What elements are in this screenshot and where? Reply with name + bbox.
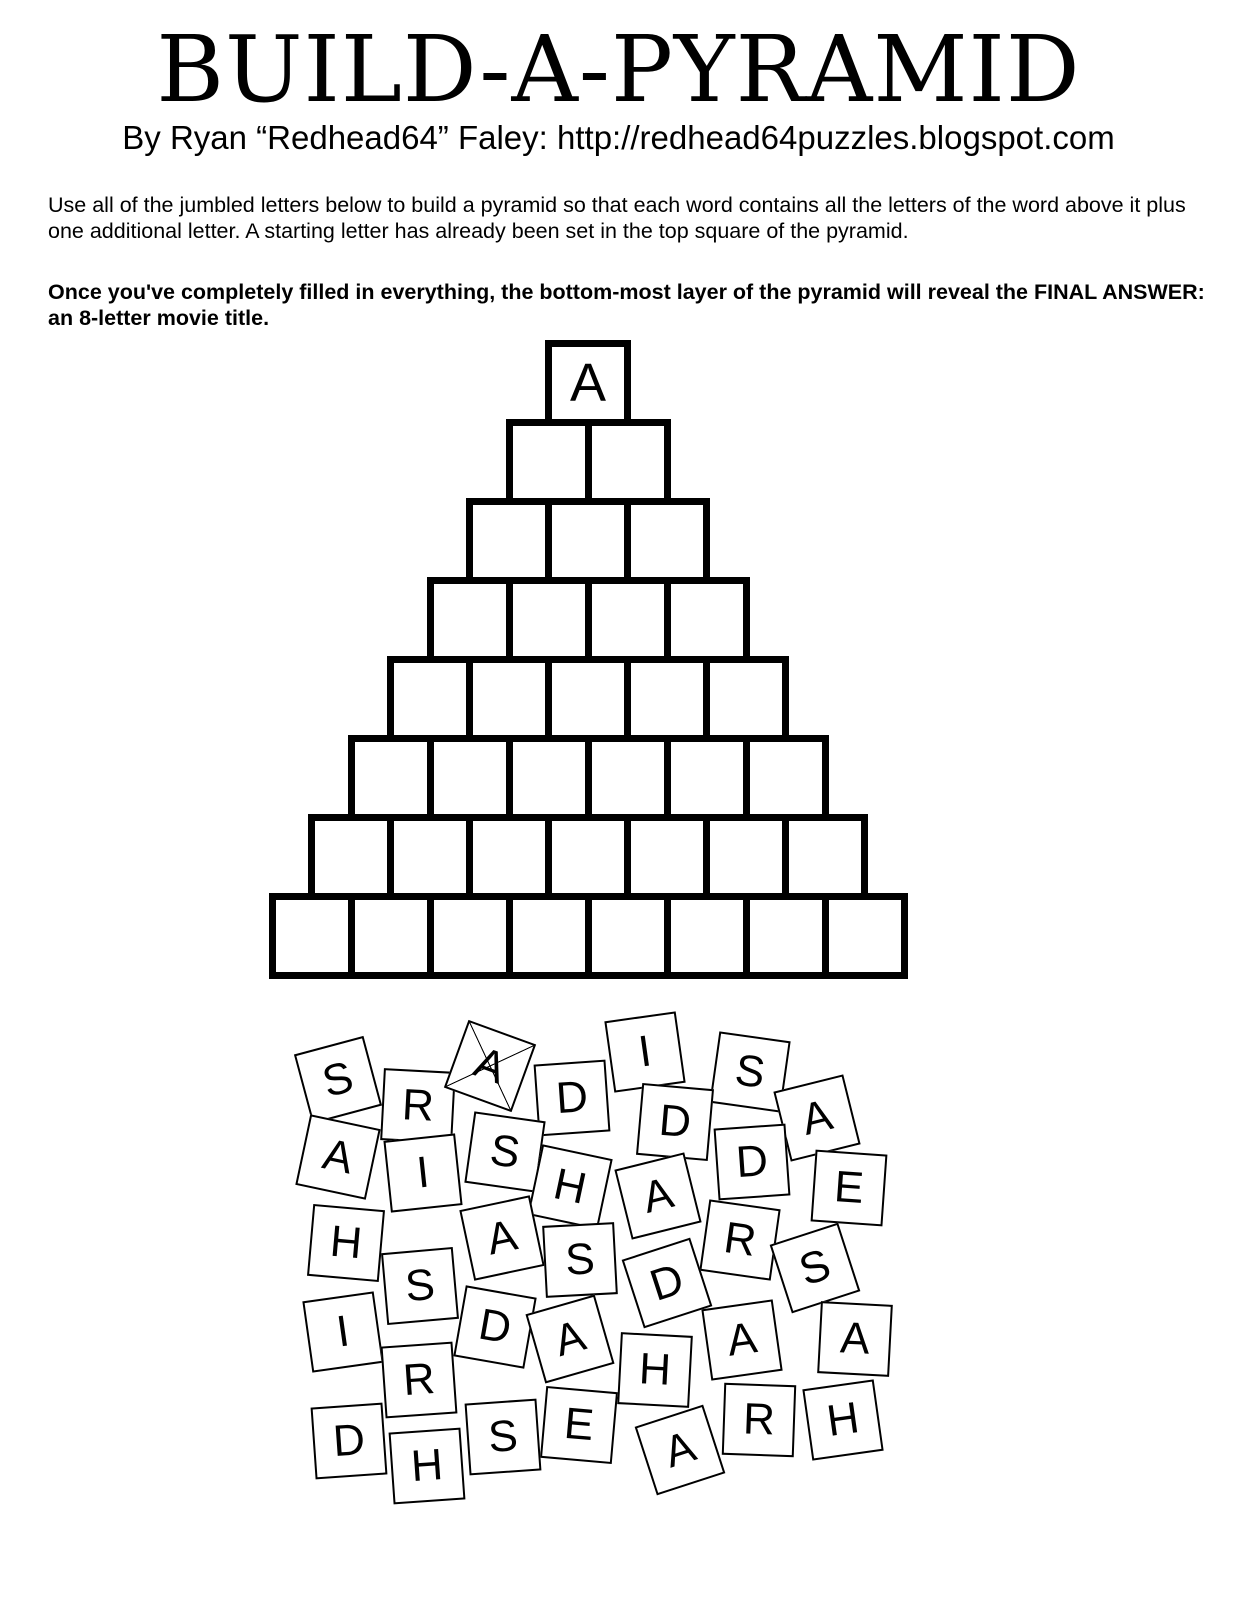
letter-tile[interactable]: A — [444, 1020, 536, 1112]
pyramid-cell[interactable] — [703, 814, 789, 900]
letter-tile[interactable]: D — [636, 1083, 714, 1161]
letter-tile[interactable]: R — [380, 1068, 456, 1144]
pyramid-cell[interactable] — [624, 814, 710, 900]
letter-tile[interactable]: S — [542, 1222, 618, 1298]
pyramid-cell[interactable] — [624, 498, 710, 584]
pyramid-cell[interactable] — [387, 814, 473, 900]
pyramid-cell[interactable] — [624, 656, 710, 742]
pyramid-cell[interactable] — [545, 814, 631, 900]
puzzle-title: BUILD-A-PYRAMID — [156, 16, 1081, 123]
pyramid-cell[interactable] — [348, 735, 434, 821]
letter-tile[interactable]: I — [302, 1291, 383, 1372]
letter-tile[interactable]: H — [527, 1144, 612, 1229]
letter-tile[interactable]: D — [311, 1403, 388, 1480]
letter-tile[interactable]: D — [622, 1238, 713, 1329]
pyramid-cell[interactable] — [387, 656, 473, 742]
letter-tile[interactable]: A — [459, 1195, 544, 1280]
pyramid-cell[interactable] — [822, 893, 908, 979]
letter-tile[interactable]: A — [295, 1114, 380, 1199]
letter-tile[interactable]: I — [604, 1011, 685, 1092]
letter-tile[interactable]: E — [811, 1150, 888, 1227]
author-byline: By Ryan “Redhead64” Faley: http://redhead64puzzles.blogspot.com — [122, 119, 1115, 156]
pyramid-cell[interactable] — [585, 735, 671, 821]
pyramid-cell[interactable] — [506, 577, 592, 663]
final-answer-note: Once you've completely filled in everything, the bottom-most layer of the pyramid will reveal the FINAL ANSWER: an 8-letter movie title. — [48, 280, 1205, 330]
letter-tile[interactable]: A — [614, 1152, 701, 1239]
pyramid-cell[interactable] — [348, 893, 434, 979]
pyramid-cell[interactable] — [269, 893, 355, 979]
letter-tile[interactable]: S — [381, 1247, 459, 1325]
letter-tile[interactable]: S — [464, 1111, 545, 1192]
pyramid-cell[interactable] — [664, 893, 750, 979]
pyramid-cell[interactable] — [466, 656, 552, 742]
letter-tile[interactable]: D — [714, 1124, 791, 1201]
letter-tile[interactable]: S — [465, 1399, 542, 1476]
letter-tile[interactable]: S — [294, 1036, 382, 1124]
pyramid-cell[interactable] — [664, 735, 750, 821]
letter-tile[interactable]: E — [540, 1386, 618, 1464]
letter-tile[interactable]: D — [453, 1285, 536, 1368]
letter-tile[interactable]: H — [307, 1204, 385, 1282]
pyramid-cell[interactable] — [466, 814, 552, 900]
letter-tile[interactable]: H — [389, 1428, 466, 1505]
pyramid-cell[interactable] — [743, 735, 829, 821]
pyramid-cell[interactable] — [545, 498, 631, 584]
letter-tile[interactable]: A — [525, 1294, 614, 1383]
pyramid-cell[interactable] — [506, 893, 592, 979]
letter-tile[interactable]: R — [699, 1199, 780, 1280]
pyramid-cell[interactable] — [664, 577, 750, 663]
letter-tile[interactable]: R — [381, 1342, 458, 1419]
letter-tile[interactable]: A — [635, 1405, 726, 1496]
pyramid-cell[interactable] — [506, 419, 592, 505]
letter-tile[interactable]: R — [722, 1383, 796, 1457]
instructions-text: Use all of the jumbled letters below to build a pyramid so that each word contains all the letters of the word above it plus one additional letter. A starting letter has already been set in the top square of the pyramid. — [48, 193, 1186, 243]
pyramid-cell[interactable] — [427, 735, 513, 821]
pyramid-cell[interactable] — [545, 656, 631, 742]
letter-tile[interactable]: A — [701, 1299, 782, 1380]
letter-tile[interactable]: A — [773, 1074, 860, 1161]
pyramid-cell[interactable] — [703, 656, 789, 742]
letter-tile[interactable]: S — [709, 1031, 790, 1112]
pyramid-cell[interactable]: A — [545, 340, 631, 426]
pyramid-cell[interactable] — [585, 893, 671, 979]
letter-tile[interactable]: I — [383, 1133, 462, 1212]
pyramid-cell[interactable] — [427, 893, 513, 979]
letter-tile[interactable]: D — [534, 1060, 611, 1137]
pyramid-cell[interactable] — [308, 814, 394, 900]
letter-tile[interactable]: H — [802, 1379, 883, 1460]
pyramid-cell[interactable] — [585, 419, 671, 505]
pyramid-cell[interactable] — [427, 577, 513, 663]
pyramid-cell[interactable] — [743, 893, 829, 979]
pyramid-cell[interactable] — [506, 735, 592, 821]
pyramid-cell[interactable] — [585, 577, 671, 663]
letter-tile[interactable]: A — [817, 1301, 893, 1377]
pyramid-cell[interactable] — [782, 814, 868, 900]
pyramid-cell[interactable] — [466, 498, 552, 584]
letter-tile[interactable]: H — [617, 1332, 693, 1408]
letter-tile[interactable]: S — [770, 1223, 861, 1314]
